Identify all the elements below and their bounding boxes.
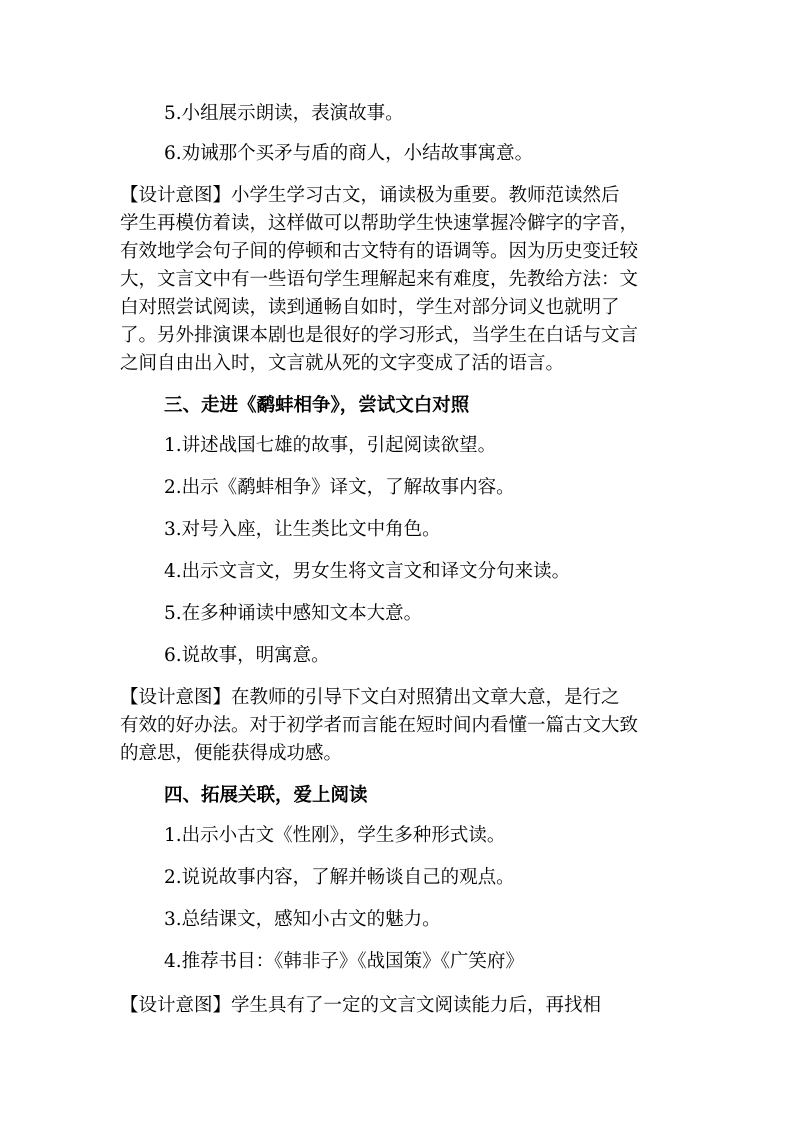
list-item: 2.出示《鹬蚌相争》译文，了解故事内容。: [164, 477, 515, 498]
paragraph-line: 学生具有了一定的文言文阅读能力后，再找相: [231, 995, 602, 1016]
list-item: 2.说说故事内容，了解并畅谈自己的观点。: [164, 867, 515, 888]
list-item: 3.对号入座，让生类比文中角色。: [164, 519, 441, 540]
paragraph-line: 大，文言文中有一些语句学生理解起来有难度，先教给方法：文: [120, 269, 639, 290]
paragraph-line: 有效地学会句子间的停顿和古文特有的语调等。因为历史变迁较: [120, 241, 639, 262]
design-intent-tag: 【设计意图】: [120, 687, 232, 708]
list-item: 3.总结课文，感知小古文的魅力。: [164, 909, 441, 930]
list-item: 1.出示小古文《性刚》，学生多种形式读。: [164, 825, 506, 846]
paragraph-line: 学生再模仿着读，这样做可以帮助学生快速掌握冷僻字的字音，: [120, 213, 639, 234]
paragraph-line: 在教师的引导下文白对照猜出文章大意，是行之: [231, 687, 620, 708]
paragraph-line: 的意思，便能获得成功感。: [120, 743, 343, 764]
paragraph-line: 之间自由出入时，文言就从死的文字变成了活的语言。: [120, 353, 565, 374]
section-heading: 四、拓展关联，爱上阅读: [164, 785, 368, 806]
design-intent-tag: 【设计意图】: [120, 185, 232, 206]
list-item: 6.劝诫那个买矛与盾的商人，小结故事寓意。: [164, 143, 534, 164]
paragraph-line: 小学生学习古文，诵读极为重要。教师范读然后: [231, 185, 620, 206]
design-intent-tag: 【设计意图】: [120, 995, 232, 1016]
list-item: 4.推荐书目：《韩非子》《战国策》《广笑府》: [164, 951, 524, 972]
list-item: 6.说故事，明寓意。: [164, 645, 330, 666]
paragraph-line: 了。另外排演课本剧也是很好的学习形式，当学生在白话与文言: [120, 325, 639, 346]
paragraph-line: 白对照尝试阅读，读到通畅自如时，学生对部分词义也就明了: [120, 297, 620, 318]
section-heading: 三、走进《鹬蚌相争》，尝试文白对照: [164, 395, 470, 416]
list-item: 1.讲述战国七雄的故事，引起阅读欲望。: [164, 435, 497, 456]
paragraph-line: 有效的好办法。对于初学者而言能在短时间内看懂一篇古文大致: [120, 715, 639, 736]
list-item: 5.小组展示朗读，表演故事。: [164, 103, 404, 124]
list-item: 5.在多种诵读中感知文本大意。: [164, 603, 423, 624]
list-item: 4.出示文言文，男女生将文言文和译文分句来读。: [164, 561, 571, 582]
